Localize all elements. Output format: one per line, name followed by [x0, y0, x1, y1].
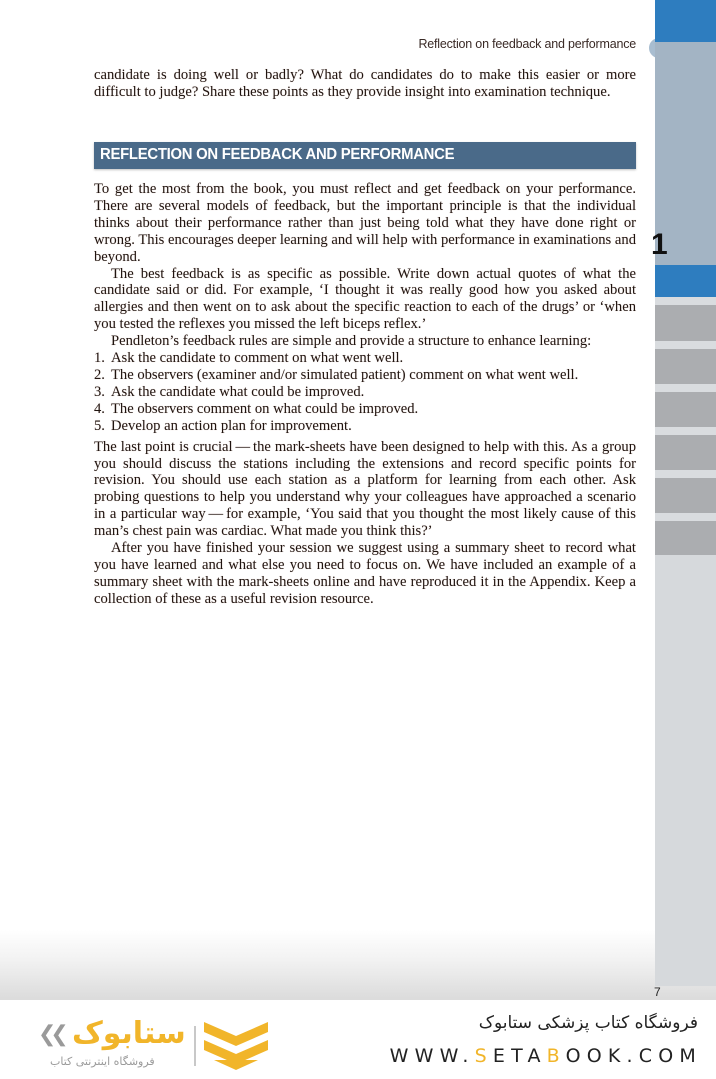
sidebar-top-block	[655, 0, 716, 42]
sidebar-gap	[655, 384, 716, 392]
sidebar-tab	[655, 305, 716, 341]
sidebar-gap	[655, 427, 716, 435]
logo-divider	[194, 1026, 196, 1066]
sidebar-tab	[655, 521, 716, 555]
paragraph: The best feedback is as specific as possible. Write down actual quotes of what the candidate said or did. For example, ‘I thought it was really good how you asked about allergies and then went on to ask about the specific reaction to each of the drugs’ or ‘when you tested the reflexes you missed the left biceps reflex.’	[94, 265, 636, 333]
page-number: 7	[654, 985, 661, 999]
sidebar-gap	[655, 341, 716, 349]
double-chevron-left-icon: ❮❮	[38, 1022, 63, 1047]
paragraph: Pendleton’s feedback rules are simple and provide a structure to enhance learning:	[111, 333, 592, 350]
chapter-number: 1	[651, 228, 668, 261]
list-item: 1. Ask the candidate to comment on what went well.	[94, 350, 404, 367]
sidebar-tab	[655, 392, 716, 427]
sidebar-gap	[655, 297, 716, 305]
sidebar-gap	[655, 470, 716, 478]
list-item: 4. The observers comment on what could be improved.	[94, 400, 419, 417]
sidebar-active-tab	[655, 265, 716, 297]
paragraph: The last point is crucial — the mark-sheets have been designed to help with this. As a group you should discuss the stations including the extensions and record specific points for revision. You should use each station as a platform for learning from each other. Ask probing questions to help you understand why your colleagues have approached a scenario in a particular way — for example, ‘You said that you thought the most likely cause of this man’s chest pain was cardiac. What made you think this?’	[94, 438, 636, 540]
paragraph: To get the most from the book, you must reflect and get feedback on your performance. There are several models of feedback, but the important principle is that the individual thinks about their performance rather than just being told what they have done right or wrong. This encourages deeper learning and will help with performance in examinations and beyond.	[94, 181, 636, 265]
sidebar-gap	[655, 513, 716, 521]
paragraph: After you have finished your session we suggest using a summary sheet to record what you have learned and what else you need to focus on. We have included an example of a summary sheet with the mark-sheets online and have reproduced it in the Appendix. Keep a collection of these as a useful revision resource.	[94, 540, 636, 607]
sidebar-tab	[655, 349, 716, 384]
sidebar-tab	[655, 478, 716, 513]
section-body	[94, 181, 636, 608]
section-title: REFLECTION ON FEEDBACK AND PERFORMANCE	[100, 146, 455, 163]
list-item: 5. Develop an action plan for improvement.	[94, 417, 352, 434]
store-name: فروشگاه کتاب پزشکی ستابوک	[478, 1013, 698, 1033]
intro-paragraph: candidate is doing well or badly? What do candidates do to make this easier or more difficult to judge? Share these points as they provide insight into examination technique.	[94, 67, 636, 100]
list-item: 3. Ask the candidate what could be improved.	[94, 383, 365, 400]
list-item: 2. The observers (examiner and/or simulated patient) comment on what went well.	[94, 366, 579, 383]
chapter-thumb-index	[655, 0, 716, 986]
pendleton-steps-list	[94, 350, 636, 435]
store-chevron-logo-icon	[204, 1022, 268, 1070]
sidebar-tab	[655, 435, 716, 470]
store-logo-wordmark: ستابوک	[72, 1016, 186, 1051]
running-head: Reflection on feedback and performance	[418, 37, 636, 51]
section-heading-bar	[94, 142, 636, 169]
store-logo-subtitle: فروشگاه اینترنتی کتاب	[50, 1055, 155, 1068]
store-url-link[interactable]: WWW.SETABOOK.COM	[389, 1045, 702, 1067]
store-banner	[0, 1000, 716, 1079]
